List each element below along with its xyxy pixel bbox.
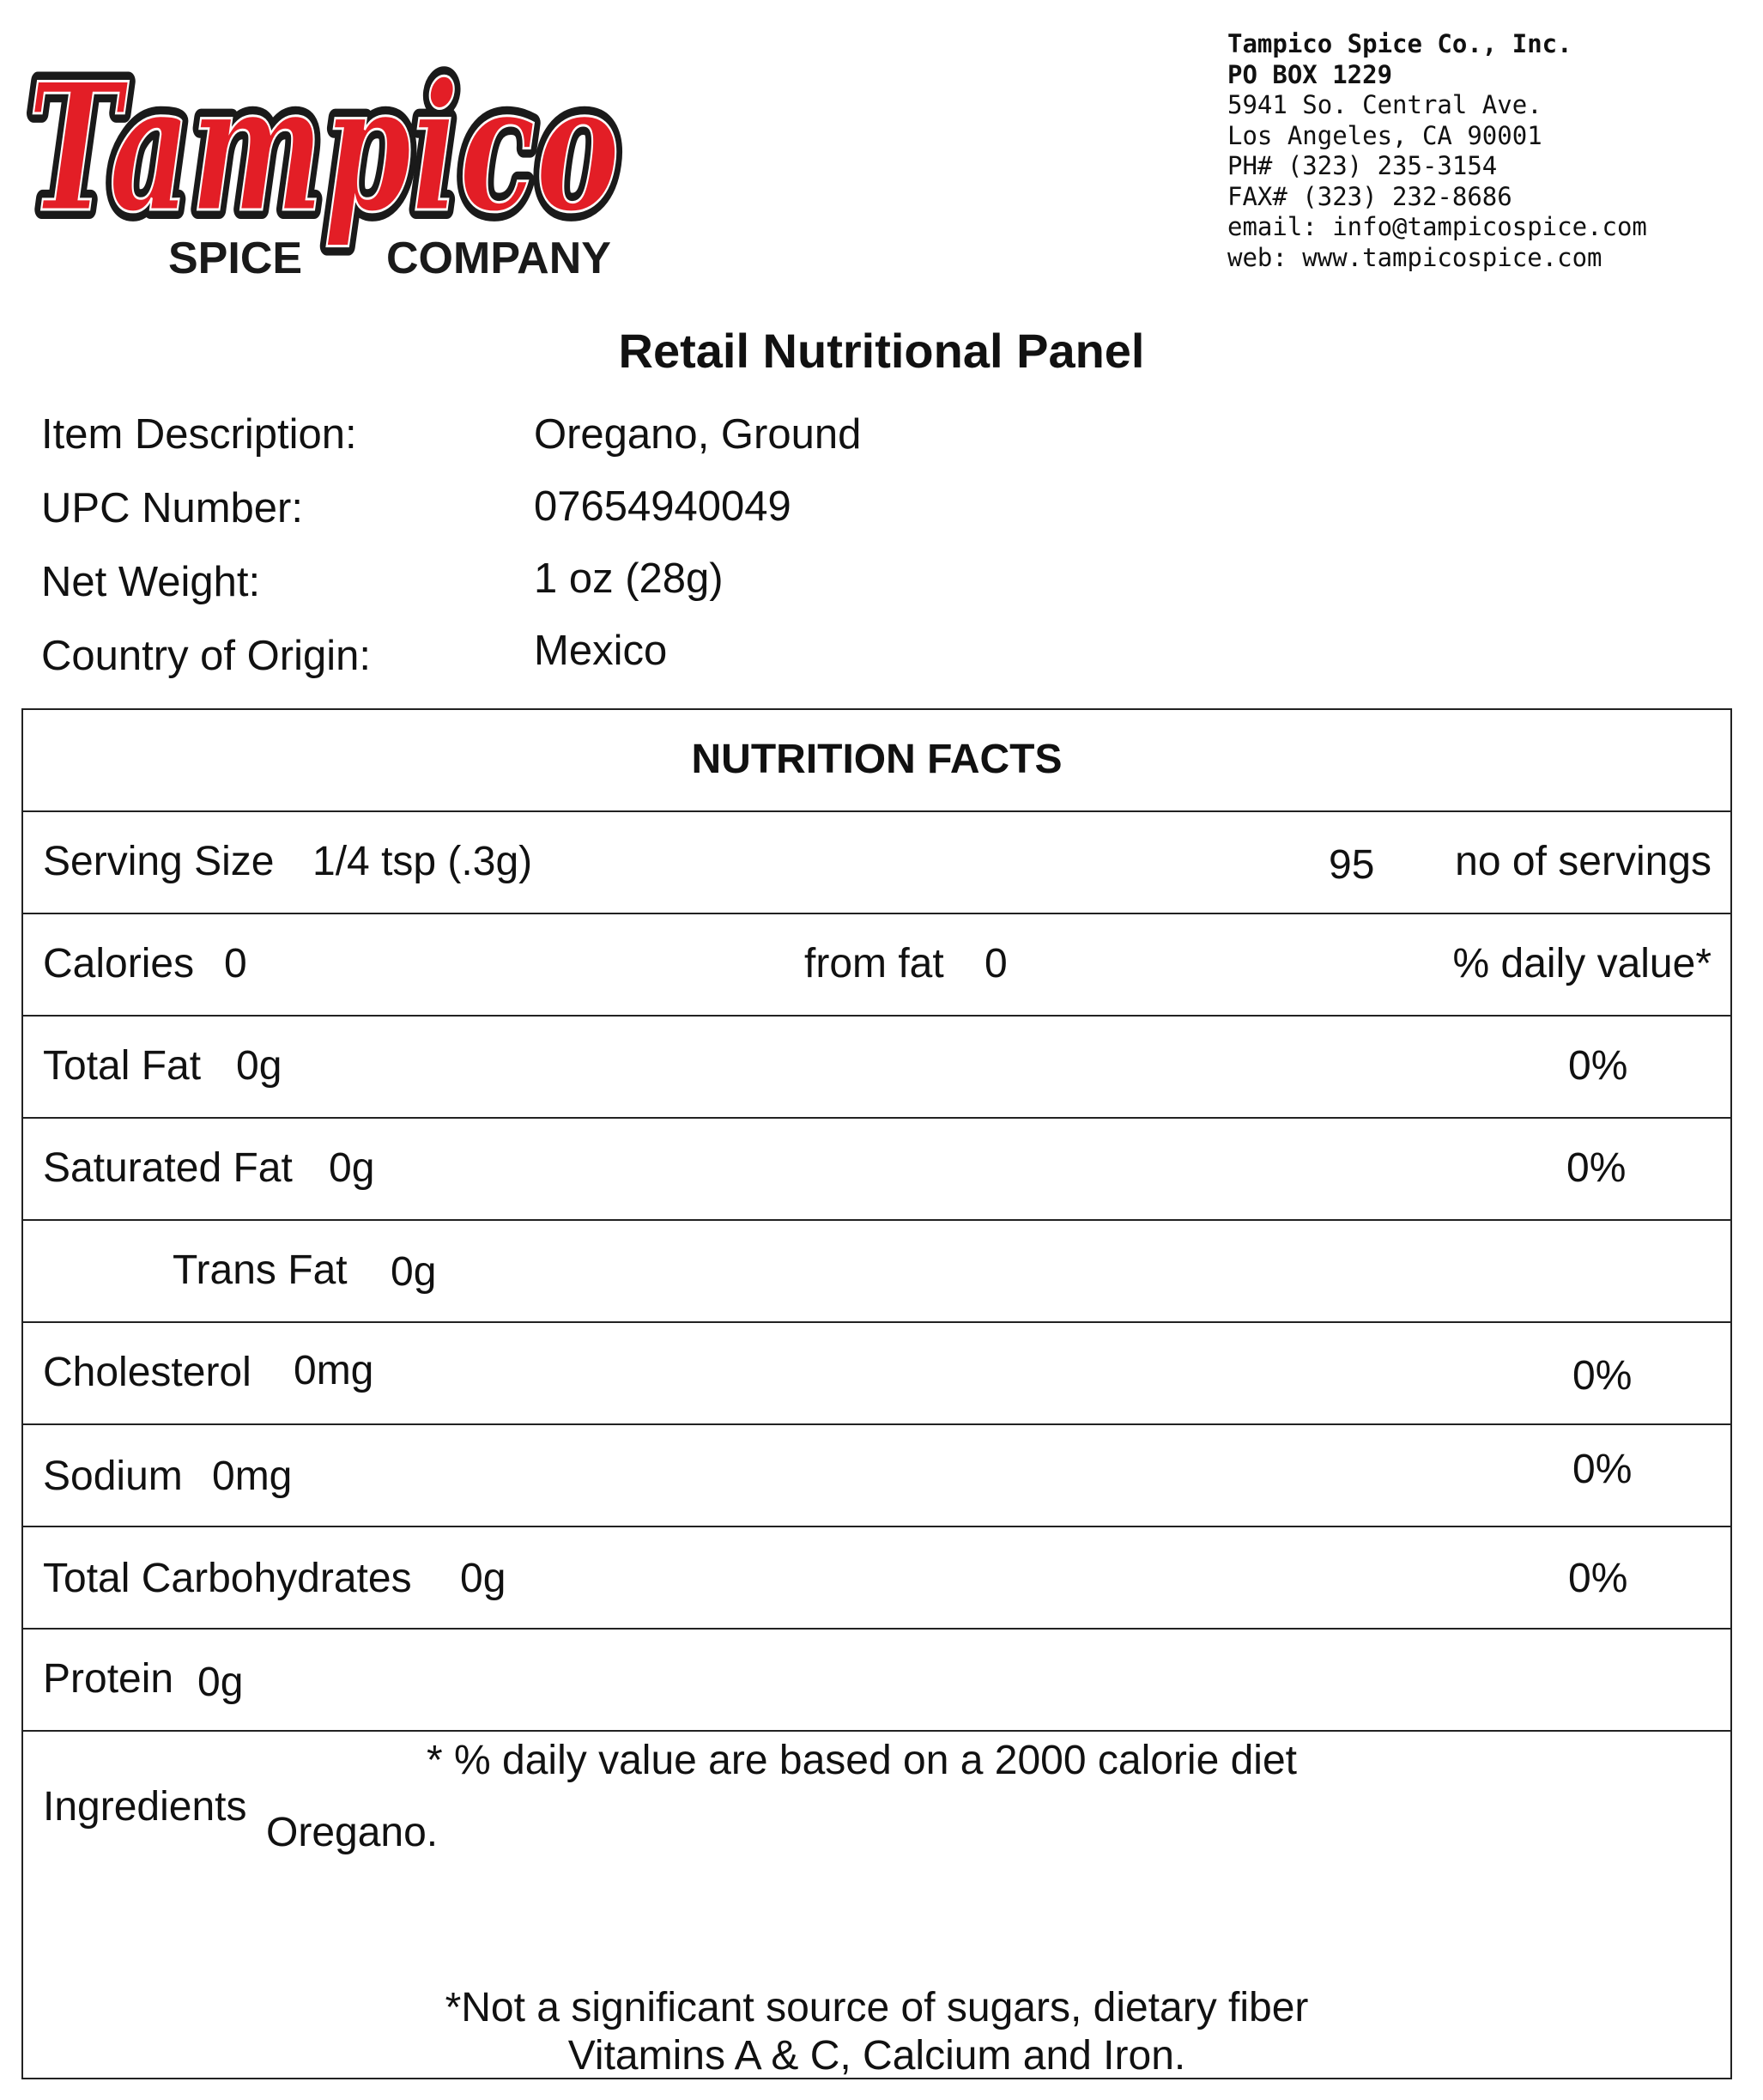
ingredients-label: Ingredients	[43, 1784, 247, 1830]
daily-value-header: % daily value*	[1452, 941, 1712, 986]
company-address-line2: Los Angeles, CA 90001	[1227, 120, 1542, 150]
total-carbohydrates-daily-value: 0%	[1568, 1556, 1628, 1601]
logo-script-outline: Tampico	[27, 46, 620, 252]
country-of-origin-value: Mexico	[534, 628, 668, 674]
sodium-label: Sodium	[43, 1454, 183, 1499]
total-carbohydrates-value: 0g	[460, 1556, 506, 1601]
total-carbohydrates-row	[23, 1527, 1730, 1630]
from-fat-label: from fat	[804, 941, 944, 986]
panel-title: Retail Nutritional Panel	[618, 324, 1145, 378]
total-fat-value: 0g	[236, 1043, 282, 1089]
logo-spice: SPICE	[168, 234, 303, 283]
net-weight-value: 1 oz (28g)	[534, 555, 724, 602]
sodium-row	[23, 1425, 1730, 1527]
company-web: web: www.tampicospice.com	[1227, 242, 1602, 272]
company-name: Tampico Spice Co., Inc.	[1227, 29, 1572, 58]
cholesterol-row	[23, 1323, 1730, 1425]
protein-value: 0g	[197, 1660, 244, 1705]
serving-size-row	[23, 812, 1730, 914]
trans-fat-row	[23, 1221, 1730, 1323]
nutrition-facts-table	[21, 708, 1732, 2079]
logo-company: COMPANY	[386, 234, 611, 283]
total-fat-label: Total Fat	[43, 1043, 202, 1089]
company-po-box: PO BOX 1229	[1227, 59, 1393, 89]
from-fat-value: 0	[984, 941, 1008, 986]
nutrition-title-row	[23, 710, 1730, 812]
disclaimer-line-2: Vitamins A & C, Calcium and Iron.	[567, 2033, 1186, 2079]
nutrition-facts-title: NUTRITION FACTS	[691, 737, 1063, 782]
tampico-logo	[12, 19, 630, 285]
sodium-daily-value: 0%	[1572, 1447, 1633, 1492]
calories-row	[23, 914, 1730, 1017]
net-weight-label: Net Weight:	[41, 559, 261, 605]
upc-label: UPC Number:	[41, 485, 303, 531]
calories-label: Calories	[43, 941, 195, 986]
saturated-fat-row	[23, 1119, 1730, 1221]
cholesterol-label: Cholesterol	[43, 1350, 251, 1395]
daily-value-footnote: * % daily value are based on a 2000 calorie diet	[427, 1738, 1297, 1783]
saturated-fat-daily-value: 0%	[1566, 1145, 1627, 1191]
trans-fat-value: 0g	[391, 1249, 437, 1295]
upc-value: 07654940049	[534, 483, 791, 530]
total-fat-row	[23, 1017, 1730, 1119]
cholesterol-value: 0mg	[294, 1348, 374, 1393]
disclaimer-line-1: *Not a significant source of sugars, dietary fiber	[445, 1985, 1309, 2030]
logo-script-fill: Tampico	[27, 46, 620, 252]
saturated-fat-label: Saturated Fat	[43, 1145, 293, 1191]
cholesterol-daily-value: 0%	[1572, 1353, 1633, 1399]
total-carbohydrates-label: Total Carbohydrates	[43, 1556, 412, 1601]
item-description-value: Oregano, Ground	[534, 411, 862, 458]
serving-size-label: Serving Size	[43, 839, 275, 884]
calories-value: 0	[224, 941, 247, 986]
serving-size-value: 1/4 tsp (.3g)	[312, 839, 533, 884]
item-description-label: Item Description:	[41, 411, 357, 458]
company-email: email: info@tampicospice.com	[1227, 212, 1647, 241]
sodium-value: 0mg	[212, 1454, 293, 1499]
protein-row	[23, 1630, 1730, 1732]
total-fat-daily-value: 0%	[1568, 1043, 1628, 1089]
trans-fat-label: Trans Fat	[173, 1247, 348, 1293]
servings-label: no of servings	[1455, 839, 1712, 884]
company-address-line1: 5941 So. Central Ave.	[1227, 90, 1542, 119]
company-contact-block	[1227, 29, 1647, 273]
company-fax: FAX# (323) 232-8686	[1227, 181, 1512, 211]
company-phone: PH# (323) 235-3154	[1227, 151, 1498, 180]
servings-count: 95	[1329, 842, 1375, 888]
protein-label: Protein	[43, 1656, 174, 1702]
country-of-origin-label: Country of Origin:	[41, 633, 371, 679]
ingredients-value: Oregano.	[266, 1810, 439, 1855]
saturated-fat-value: 0g	[329, 1145, 375, 1191]
